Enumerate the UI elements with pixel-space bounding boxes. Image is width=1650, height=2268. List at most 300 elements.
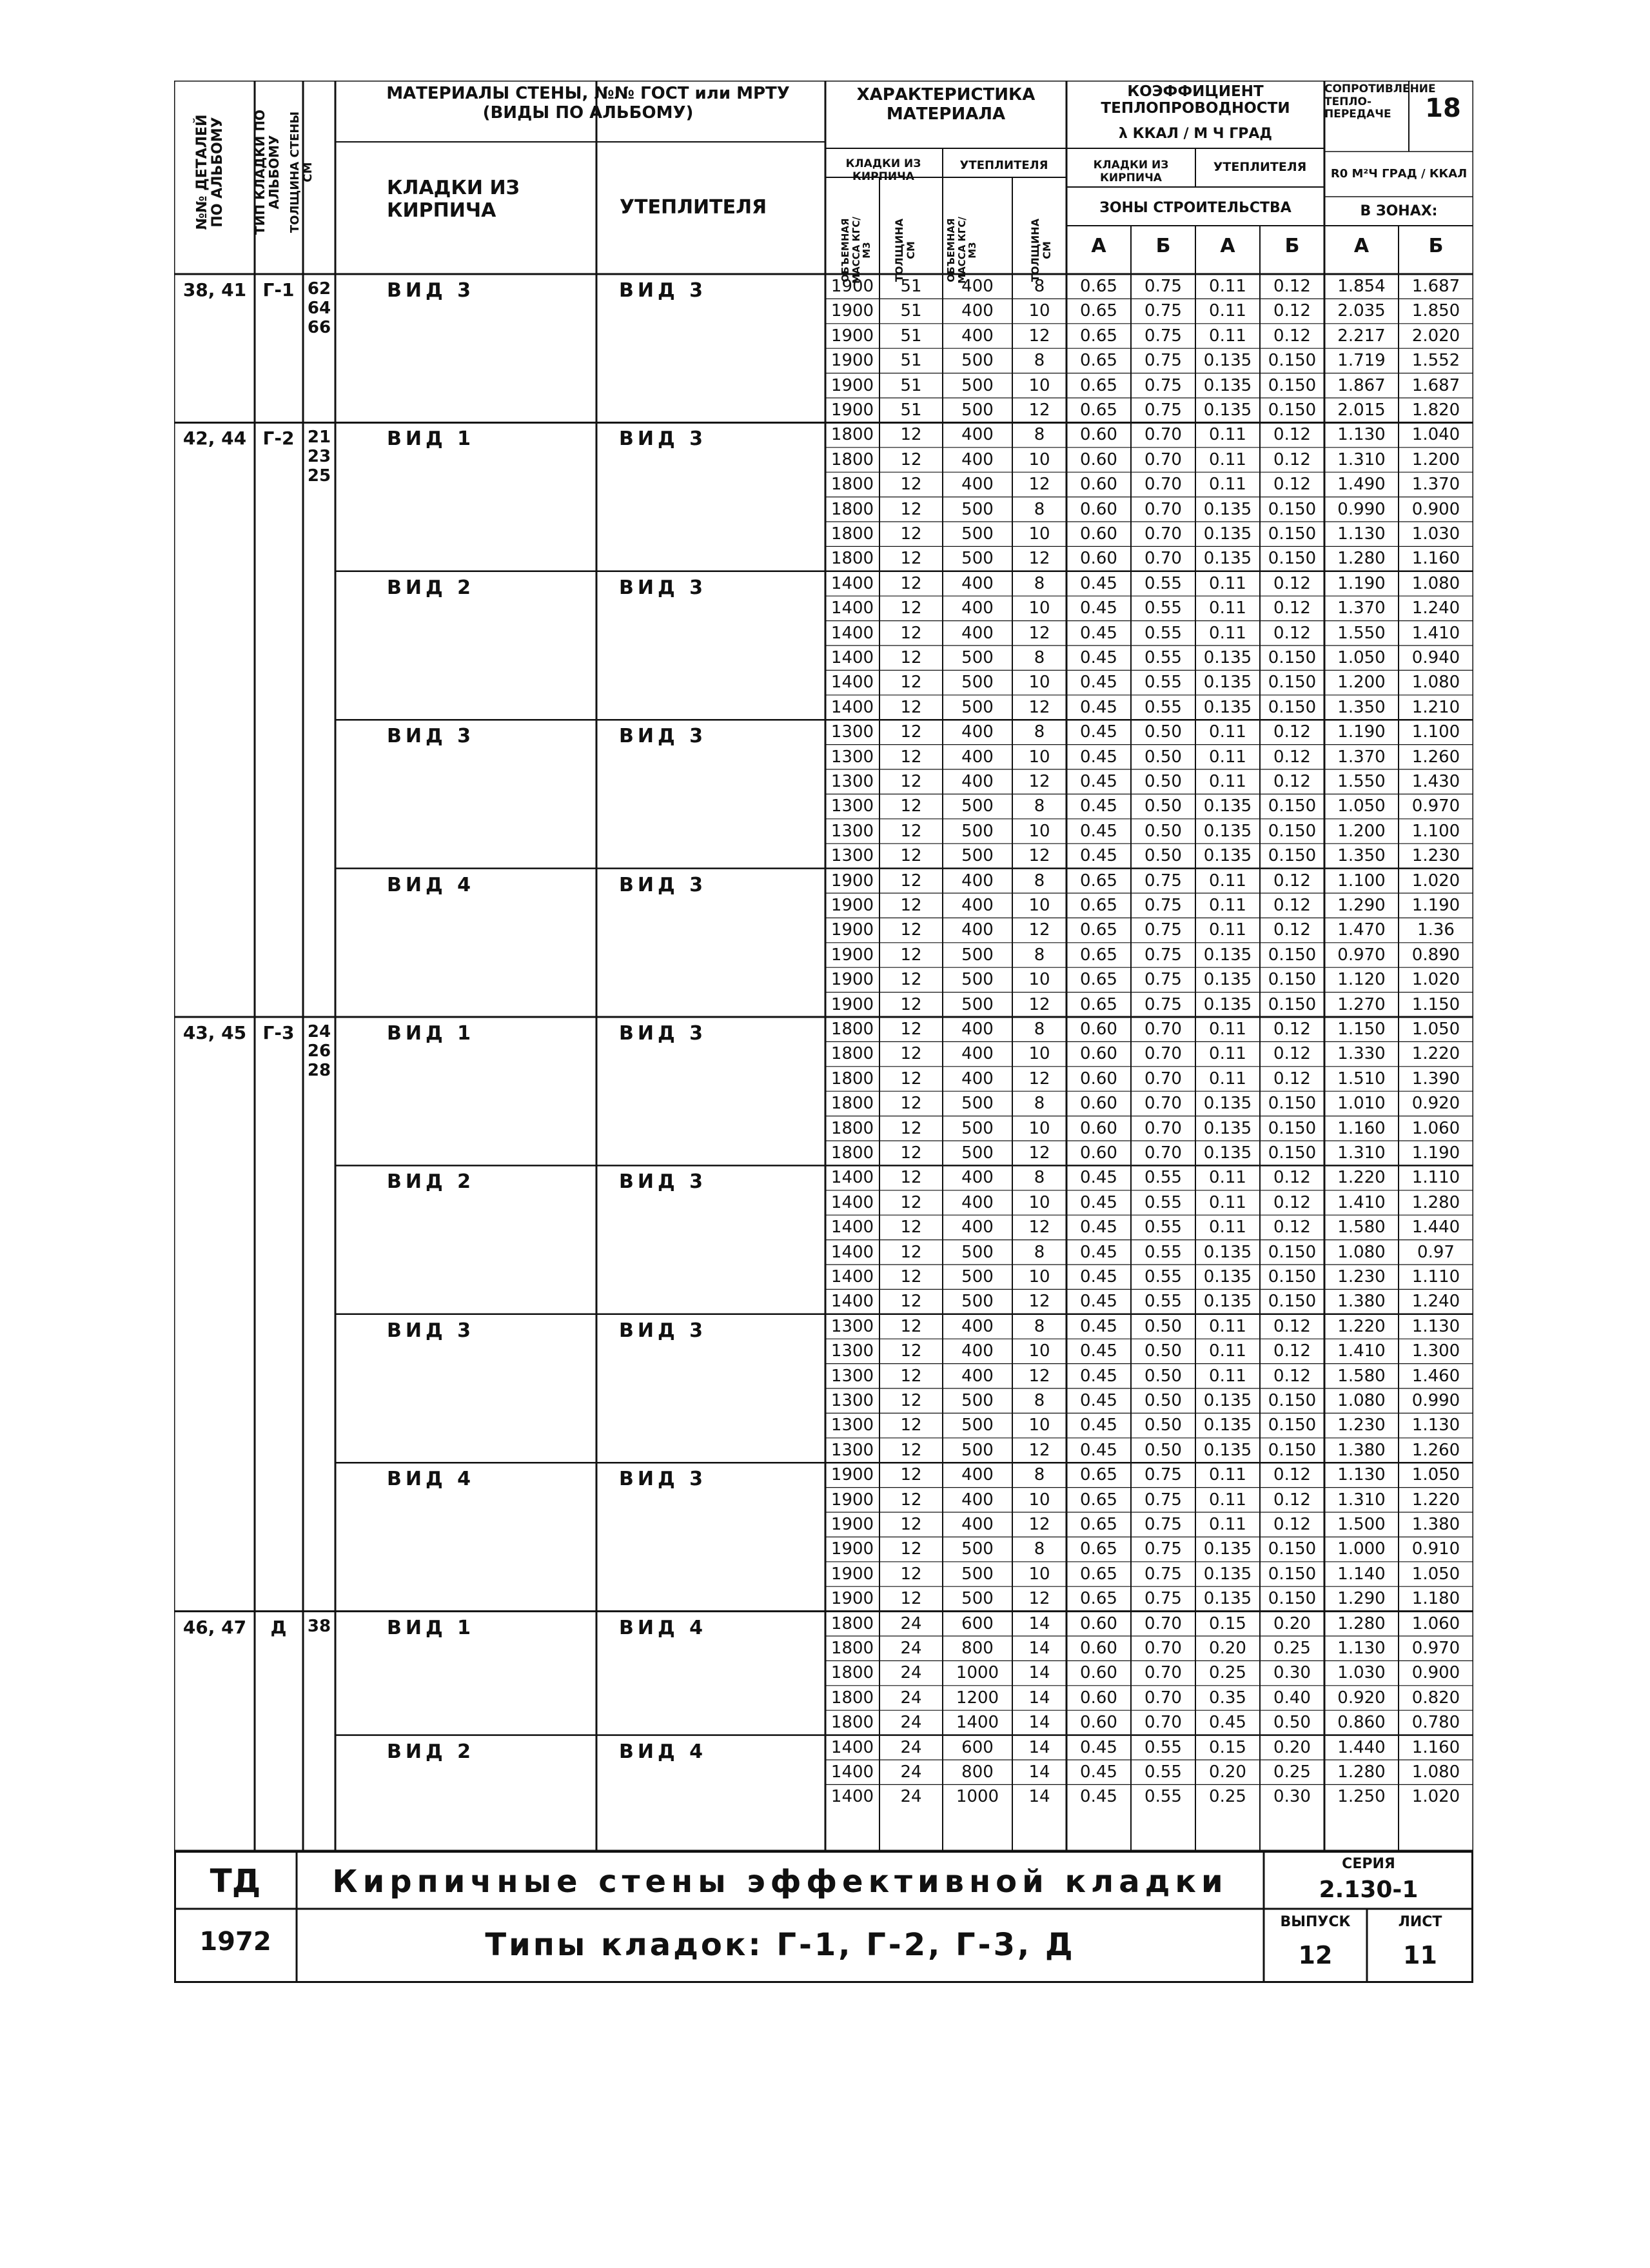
table-cell: 0.45 (1080, 1391, 1117, 1410)
table-cell: 1.110 (1411, 1267, 1460, 1287)
header-wall-thickness: ТОЛЩИНА СТЕНЫ СМ (288, 111, 315, 233)
table-cell: 0.50 (1144, 821, 1182, 841)
table-cell: 1.380 (1337, 1292, 1386, 1312)
table-cell: 1.230 (1337, 1415, 1386, 1435)
document-subtitle: Типы кладок: Г-1, Г-2, Г-3, Д (485, 1927, 1075, 1963)
table-cell: 1.130 (1337, 425, 1386, 445)
table-cell: 500 (961, 994, 994, 1014)
wall-thickness-value: 64 (307, 299, 331, 318)
table-cell: 0.55 (1144, 1787, 1182, 1807)
table-cell: 0.75 (1144, 945, 1182, 965)
table-cell: 12 (900, 648, 922, 667)
table-cell: 0.11 (1209, 449, 1246, 469)
table-cell: 0.970 (1337, 945, 1386, 965)
table-cell: 0.150 (1268, 970, 1317, 990)
table-cell: 0.65 (1080, 920, 1117, 940)
table-cell: 0.12 (1273, 1490, 1311, 1510)
header-thickness-masonry: ТОЛЩИНА СМ (893, 218, 917, 282)
table-cell: 0.11 (1209, 277, 1246, 296)
table-cell: 0.55 (1144, 1267, 1182, 1287)
table-cell: 0.135 (1203, 1292, 1252, 1312)
table-cell: 0.11 (1209, 1044, 1246, 1064)
table-cell: 10 (1028, 1341, 1050, 1361)
table-cell: 400 (961, 573, 994, 593)
table-cell: 0.65 (1080, 1490, 1117, 1510)
table-cell: 0.75 (1144, 400, 1182, 420)
table-cell: 1.854 (1337, 277, 1386, 296)
brick-kind: ВИД 1 (387, 428, 475, 451)
table-cell: 12 (900, 846, 922, 866)
table-cell: 1.210 (1411, 697, 1460, 717)
table-cell: 1900 (830, 277, 874, 296)
table-cell: 400 (961, 896, 994, 915)
table-cell: 400 (961, 747, 994, 767)
table-cell: 0.12 (1273, 1515, 1311, 1534)
insulation-kind: ВИД 4 (619, 1616, 707, 1639)
table-cell: 0.12 (1273, 449, 1311, 469)
table-cell: 1.220 (1337, 1168, 1386, 1188)
table-cell: 1.580 (1337, 1366, 1386, 1386)
table-cell: 12 (900, 1143, 922, 1163)
table-cell: 0.60 (1080, 1069, 1117, 1089)
table-cell: 0.135 (1203, 945, 1252, 965)
table-cell: 1800 (830, 1713, 874, 1733)
table-cell: 0.11 (1209, 623, 1246, 643)
table-cell: 1.220 (1411, 1490, 1460, 1510)
table-cell: 0.135 (1203, 1242, 1252, 1262)
table-cell: 0.35 (1209, 1688, 1246, 1708)
table-cell: 0.70 (1144, 1613, 1182, 1633)
table-cell: 1.130 (1337, 1639, 1386, 1658)
table-cell: 0.150 (1268, 1589, 1317, 1609)
insulation-kind: ВИД 3 (619, 1022, 707, 1045)
table-cell: 0.11 (1209, 722, 1246, 742)
table-cell: 0.70 (1144, 549, 1182, 569)
table-cell: 0.12 (1273, 772, 1311, 791)
table-cell: 0.150 (1268, 796, 1317, 816)
table-cell: 500 (961, 796, 994, 816)
table-cell: 0.75 (1144, 1490, 1182, 1510)
table-cell: 1800 (830, 1663, 874, 1683)
table-cell: 0.65 (1080, 351, 1117, 371)
table-cell: 400 (961, 772, 994, 791)
table-cell: 500 (961, 1440, 994, 1460)
table-cell: 0.55 (1144, 1762, 1182, 1782)
table-cell: 1800 (830, 1044, 874, 1064)
table-cell: 0.60 (1080, 1713, 1117, 1733)
masonry-type: Г-3 (262, 1022, 295, 1043)
table-cell: 0.12 (1273, 425, 1311, 445)
table-cell: 12 (1028, 772, 1050, 791)
table-cell: 0.45 (1080, 1218, 1117, 1238)
table-cell: 0.65 (1080, 301, 1117, 321)
table-cell: 400 (961, 1168, 994, 1188)
table-cell: 8 (1034, 425, 1045, 445)
wall-thickness-value: 38 (307, 1616, 331, 1636)
table-cell: 12 (900, 994, 922, 1014)
table-cell: 0.150 (1268, 524, 1317, 544)
table-cell: 0.70 (1144, 1020, 1182, 1039)
table-cell: 0.50 (1144, 1415, 1182, 1435)
series-label: СЕРИЯ (1342, 1856, 1395, 1872)
table-cell: 0.65 (1080, 1539, 1117, 1559)
table-cell: 1.130 (1337, 1465, 1386, 1485)
table-cell: 12 (900, 1515, 922, 1534)
table-cell: 1900 (830, 994, 874, 1014)
table-cell: 0.45 (1080, 796, 1117, 816)
table-cell: 12 (1028, 1440, 1050, 1460)
table-cell: 1.150 (1337, 1020, 1386, 1039)
table-cell: 0.20 (1273, 1613, 1311, 1633)
table-cell: 500 (961, 1267, 994, 1287)
header-coef-insulation: УТЕПЛИТЕЛЯ (1213, 160, 1307, 174)
detail-numbers: 43, 45 (182, 1022, 247, 1043)
table-cell: 1.310 (1337, 1490, 1386, 1510)
table-cell: 1.220 (1337, 1316, 1386, 1336)
masonry-type: Д (270, 1616, 287, 1638)
detail-numbers: 38, 41 (182, 279, 247, 301)
table-cell: 0.11 (1209, 747, 1246, 767)
table-cell: 0.135 (1203, 1415, 1252, 1435)
table-cell: 0.150 (1268, 1242, 1317, 1262)
table-cell: 1.867 (1337, 375, 1386, 395)
table-cell: 1.240 (1411, 1292, 1460, 1312)
table-cell: 51 (900, 301, 922, 321)
table-cell: 1.190 (1337, 573, 1386, 593)
table-cell: 14 (1028, 1639, 1050, 1658)
table-cell: 0.70 (1144, 1713, 1182, 1733)
table-cell: 0.11 (1209, 301, 1246, 321)
table-cell: 1900 (830, 871, 874, 891)
table-cell: 51 (900, 277, 922, 296)
table-cell: 0.12 (1273, 1316, 1311, 1336)
wall-thickness-value: 62 (307, 279, 331, 299)
table-cell: 51 (900, 326, 922, 346)
table-cell: 1.080 (1337, 1391, 1386, 1410)
table-cell: 0.150 (1268, 1292, 1317, 1312)
table-cell: 0.45 (1080, 1341, 1117, 1361)
table-cell: 1800 (830, 1639, 874, 1658)
table-cell: 1.000 (1337, 1539, 1386, 1559)
table-cell: 0.65 (1080, 994, 1117, 1014)
table-cell: 1800 (830, 1143, 874, 1163)
table-cell: 1300 (830, 747, 874, 767)
table-cell: 0.70 (1144, 1044, 1182, 1064)
table-cell: 0.150 (1268, 1094, 1317, 1114)
table-cell: 1800 (830, 449, 874, 469)
table-cell: 0.11 (1209, 920, 1246, 940)
table-cell: 12 (1028, 846, 1050, 866)
table-cell: 0.75 (1144, 1589, 1182, 1609)
table-cell: 1.330 (1337, 1044, 1386, 1064)
table-cell: 10 (1028, 970, 1050, 990)
table-cell: 1.510 (1337, 1069, 1386, 1089)
table-cell: 12 (1028, 1589, 1050, 1609)
header-density-insul: ОБЪЕМНАЯ МАССА КГС/М3 (945, 217, 978, 284)
table-cell: 500 (961, 648, 994, 667)
table-body (174, 81, 1473, 1851)
table-cell: 8 (1034, 796, 1045, 816)
table-cell: 0.150 (1268, 351, 1317, 371)
table-cell: 0.12 (1273, 1044, 1311, 1064)
table-cell: 12 (1028, 1218, 1050, 1238)
table-cell: 1.310 (1337, 449, 1386, 469)
table-cell: 400 (961, 1341, 994, 1361)
table-cell: 1300 (830, 796, 874, 816)
table-cell: 1.552 (1411, 351, 1460, 371)
table-cell: 1800 (830, 549, 874, 569)
table-cell: 1900 (830, 945, 874, 965)
insulation-kind: ВИД 3 (619, 576, 707, 599)
table-cell: 0.50 (1144, 1440, 1182, 1460)
table-cell: 0.50 (1273, 1713, 1311, 1733)
table-cell: 0.920 (1337, 1688, 1386, 1708)
table-cell: 0.65 (1080, 1564, 1117, 1584)
wall-thickness-value: 24 (307, 1022, 331, 1041)
table-cell: 1400 (830, 1168, 874, 1188)
table-cell: 2.217 (1337, 326, 1386, 346)
table-cell: 1.100 (1337, 871, 1386, 891)
table-cell: 0.50 (1144, 722, 1182, 742)
table-cell: 0.45 (1080, 1316, 1117, 1336)
table-cell: 12 (900, 475, 922, 495)
table-cell: 0.135 (1203, 673, 1252, 693)
header-zones: ЗОНЫ СТРОИТЕЛЬСТВА (1099, 200, 1292, 216)
table-cell: 0.45 (1080, 1366, 1117, 1386)
table-cell: 0.11 (1209, 573, 1246, 593)
table-cell: 8 (1034, 1242, 1045, 1262)
table-cell: 0.40 (1273, 1688, 1311, 1708)
table-cell: 0.135 (1203, 1118, 1252, 1138)
table-cell: 0.135 (1203, 400, 1252, 420)
title-block (174, 1851, 1473, 1983)
table-cell: 0.150 (1268, 1415, 1317, 1435)
table-cell: 0.12 (1273, 1020, 1311, 1039)
table-cell: 0.150 (1268, 1267, 1317, 1287)
table-cell: 500 (961, 697, 994, 717)
table-cell: 1.110 (1411, 1168, 1460, 1188)
table-cell: 2.015 (1337, 400, 1386, 420)
table-cell: 10 (1028, 1192, 1050, 1212)
table-cell: 1300 (830, 1440, 874, 1460)
table-cell: 51 (900, 400, 922, 420)
table-cell: 0.45 (1080, 1242, 1117, 1262)
table-cell: 1.300 (1411, 1341, 1460, 1361)
table-cell: 0.135 (1203, 796, 1252, 816)
table-cell: 1400 (830, 1737, 874, 1757)
table-cell: 0.135 (1203, 1391, 1252, 1410)
header-characteristics: ХАРАКТЕРИСТИКА МАТЕРИАЛА (856, 85, 1036, 124)
table-cell: 0.940 (1411, 648, 1460, 667)
table-cell: 1.060 (1411, 1118, 1460, 1138)
table-cell: 0.45 (1080, 1737, 1117, 1757)
table-cell: 0.150 (1268, 1564, 1317, 1584)
table-cell: 0.45 (1080, 722, 1117, 742)
table-cell: 12 (900, 524, 922, 544)
table-cell: 0.65 (1080, 400, 1117, 420)
table-cell: 400 (961, 301, 994, 321)
table-cell: 0.65 (1080, 871, 1117, 891)
table-cell: 1900 (830, 970, 874, 990)
table-cell: 1.140 (1337, 1564, 1386, 1584)
table-cell: 0.135 (1203, 970, 1252, 990)
table-cell: 500 (961, 846, 994, 866)
table-cell: 0.12 (1273, 301, 1311, 321)
table-cell: 400 (961, 326, 994, 346)
table-cell: 1.160 (1411, 1737, 1460, 1757)
table-cell: 12 (900, 1391, 922, 1410)
brick-kind: ВИД 1 (387, 1616, 475, 1639)
table-cell: 1.687 (1411, 277, 1460, 296)
brick-kind: ВИД 3 (387, 1319, 475, 1342)
table-cell: 12 (1028, 1515, 1050, 1534)
table-cell: 1900 (830, 326, 874, 346)
table-cell: 1900 (830, 1490, 874, 1510)
table-cell: 400 (961, 1069, 994, 1089)
table-cell: 0.970 (1411, 796, 1460, 816)
table-cell: 0.12 (1273, 573, 1311, 593)
table-cell: 0.65 (1080, 970, 1117, 990)
table-cell: 400 (961, 598, 994, 618)
table-cell: 0.11 (1209, 1341, 1246, 1361)
table-cell: 1.030 (1337, 1663, 1386, 1683)
brick-kind: ВИД 2 (387, 1170, 475, 1194)
table-cell: 800 (961, 1639, 994, 1658)
table-cell: 0.25 (1209, 1663, 1246, 1683)
org-code: ТД (210, 1862, 261, 1900)
table-cell: 24 (900, 1762, 922, 1782)
table-cell: 400 (961, 1044, 994, 1064)
table-cell: 0.70 (1144, 475, 1182, 495)
table-cell: 0.55 (1144, 673, 1182, 693)
table-cell: 0.60 (1080, 1044, 1117, 1064)
table-cell: 0.150 (1268, 549, 1317, 569)
table-cell: 8 (1034, 1539, 1045, 1559)
sheet-value: 11 (1403, 1941, 1437, 1969)
table-cell: 1.020 (1411, 970, 1460, 990)
table-cell: 1.050 (1337, 796, 1386, 816)
header-resistance: СОПРОТИВЛЕНИЕ ТЕПЛО-ПЕРЕДАЧЕ (1324, 83, 1436, 121)
table-cell: 8 (1034, 1168, 1045, 1188)
insulation-kind: ВИД 3 (619, 428, 707, 451)
table-cell: 1.130 (1337, 524, 1386, 544)
table-cell: 1900 (830, 400, 874, 420)
table-cell: 500 (961, 945, 994, 965)
table-cell: 1400 (830, 573, 874, 593)
table-cell: 8 (1034, 351, 1045, 371)
table-cell: 1.820 (1411, 400, 1460, 420)
table-cell: 24 (900, 1663, 922, 1683)
table-cell: 0.75 (1144, 326, 1182, 346)
table-cell: 2.020 (1411, 326, 1460, 346)
table-cell: 1.080 (1411, 573, 1460, 593)
table-cell: 0.135 (1203, 499, 1252, 519)
table-cell: 1900 (830, 1539, 874, 1559)
table-cell: 0.11 (1209, 1218, 1246, 1238)
table-cell: 500 (961, 1391, 994, 1410)
table-cell: 10 (1028, 896, 1050, 915)
table-cell: 400 (961, 871, 994, 891)
table-cell: 0.15 (1209, 1613, 1246, 1633)
table-cell: 500 (961, 1118, 994, 1138)
brick-kind: ВИД 3 (387, 725, 475, 748)
table-cell: 1400 (830, 1242, 874, 1262)
table-cell: 1000 (956, 1663, 999, 1683)
header-masonry-type: ТИП КЛАДКИ ПО АЛЬБОМУ (252, 109, 282, 235)
table-cell: 12 (1028, 1292, 1050, 1312)
table-cell: 0.11 (1209, 1465, 1246, 1485)
wall-thickness-value: 21 (307, 428, 331, 448)
table-cell: 0.25 (1273, 1639, 1311, 1658)
wall-thickness-value: 23 (307, 447, 331, 467)
table-cell: 500 (961, 1589, 994, 1609)
table-cell: 0.11 (1209, 326, 1246, 346)
table-cell: 0.60 (1080, 449, 1117, 469)
table-cell: 1.100 (1411, 821, 1460, 841)
table-cell: 1900 (830, 1564, 874, 1584)
header-thickness-insul: ТОЛЩИНА СМ (1029, 218, 1053, 282)
table-cell: 1.040 (1411, 425, 1460, 445)
table-cell: 0.11 (1209, 1316, 1246, 1336)
table-cell: 0.12 (1273, 896, 1311, 915)
table-cell: 400 (961, 1490, 994, 1510)
table-cell: 51 (900, 351, 922, 371)
table-cell: 0.50 (1144, 846, 1182, 866)
table-cell: 0.65 (1080, 945, 1117, 965)
table-cell: 1.350 (1337, 697, 1386, 717)
table-cell: 1.370 (1337, 747, 1386, 767)
table-cell: 1.080 (1411, 1762, 1460, 1782)
table-cell: 1.410 (1411, 623, 1460, 643)
table-cell: 1.200 (1337, 673, 1386, 693)
table-cell: 1300 (830, 1415, 874, 1435)
table-cell: 400 (961, 475, 994, 495)
table-cell: 0.70 (1144, 449, 1182, 469)
table-cell: 0.12 (1273, 475, 1311, 495)
header-lambda-units: λ ККАЛ / М Ч ГРАД (1119, 126, 1272, 142)
table-cell: 1900 (830, 375, 874, 395)
table-cell: 0.65 (1080, 326, 1117, 346)
table-cell: 10 (1028, 1267, 1050, 1287)
table-cell: 1.160 (1337, 1118, 1386, 1138)
table-cell: 10 (1028, 821, 1050, 841)
table-cell: 1.410 (1337, 1192, 1386, 1212)
table-cell: 1.719 (1337, 351, 1386, 371)
table-cell: 0.45 (1080, 697, 1117, 717)
table-cell: 1.080 (1411, 673, 1460, 693)
masonry-type: Г-2 (262, 428, 295, 449)
table-cell: 0.60 (1080, 1143, 1117, 1163)
table-cell: 1400 (830, 623, 874, 643)
table-cell: 12 (900, 1069, 922, 1089)
table-cell: 1.580 (1337, 1218, 1386, 1238)
table-cell: 0.65 (1080, 1515, 1117, 1534)
table-cell: 12 (900, 1118, 922, 1138)
header-r0-units: R0 М²Ч ГРАД / ККАЛ (1330, 167, 1468, 181)
table-cell: 0.60 (1080, 425, 1117, 445)
table-cell: 500 (961, 1292, 994, 1312)
table-cell: 0.135 (1203, 1143, 1252, 1163)
table-cell: 0.135 (1203, 1539, 1252, 1559)
table-cell: 12 (900, 920, 922, 940)
table-cell: 0.820 (1411, 1688, 1460, 1708)
wall-thickness-value: 28 (307, 1061, 331, 1080)
table-cell: 1.250 (1337, 1787, 1386, 1807)
table-cell: 12 (900, 549, 922, 569)
table-cell: 8 (1034, 499, 1045, 519)
table-cell: 12 (900, 673, 922, 693)
table-cell: 400 (961, 1316, 994, 1336)
